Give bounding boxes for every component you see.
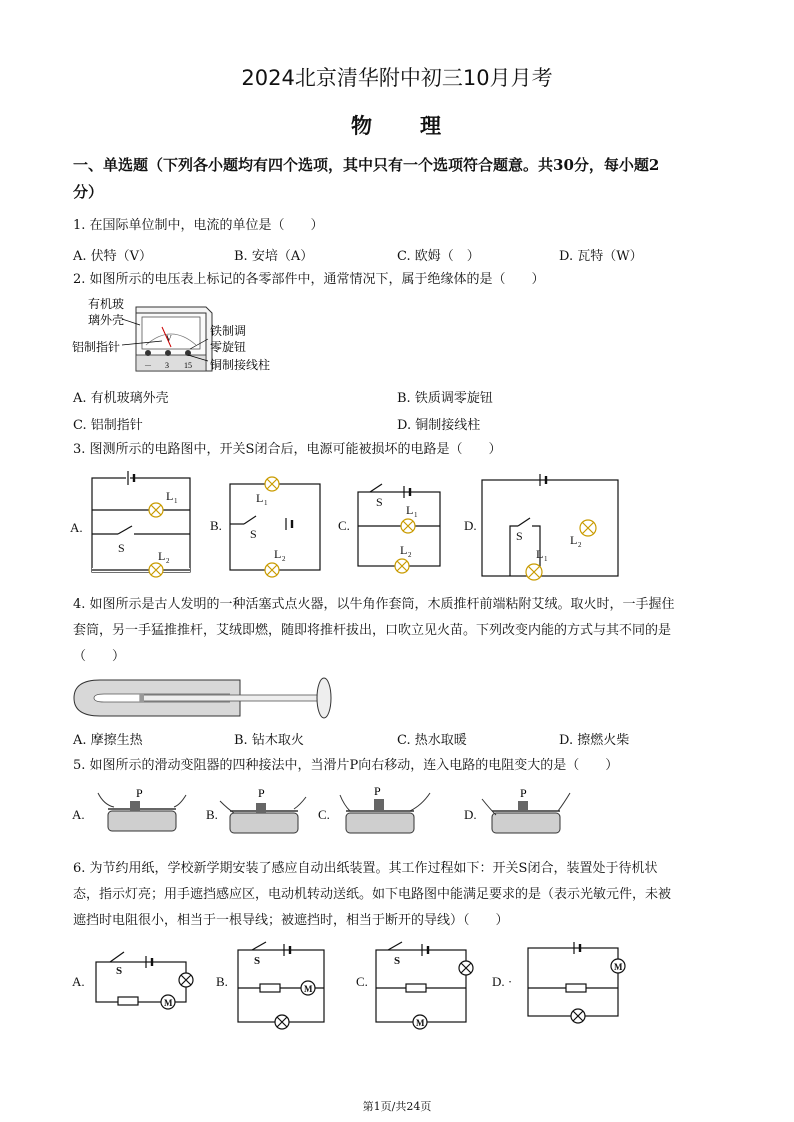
- voltmeter-figure: [70, 293, 290, 375]
- q5c-slider: P: [374, 785, 381, 798]
- q6-label-d: D. ·: [492, 974, 513, 989]
- q3d-lamp2: L: [570, 533, 578, 547]
- q3a-lamp1-sub: 1: [174, 497, 178, 505]
- q4-line2: 套筒，另一手猛推推杆，艾绒即燃，随即将推杆拔出，口吹立见火苗。下列改变内能的方式与其不同的是: [73, 623, 672, 638]
- q6-circuit-c: [376, 942, 473, 1029]
- question-3-stem: 3. 图测所示的电路图中，开关S闭合后，电源可能被损坏的电路是（ ）: [73, 442, 502, 457]
- q3a-lamp2-sub: 2: [166, 557, 170, 565]
- label-shell-1: 有机玻: [88, 297, 125, 311]
- q3a-switch: S: [118, 541, 125, 555]
- q3b-lamp2: L: [274, 547, 282, 561]
- q3-label-d: D.: [464, 518, 477, 533]
- q4-line3: （ ）: [73, 649, 126, 664]
- q2-option-a: A. 有机玻璃外壳: [73, 391, 169, 406]
- q1-option-b: B. 安培（A）: [234, 249, 314, 264]
- q5d-slider: P: [520, 786, 527, 800]
- q3a-lamp2: L: [158, 549, 166, 563]
- q6-label-a: A.: [72, 974, 85, 989]
- label-shell-2: 璃外壳: [88, 313, 125, 327]
- subject-title: 物 理: [351, 113, 443, 138]
- q6-line3: 遮挡时电阻很小，相当于一根导线；被遮挡时，相当于断开的导线）（ ）: [73, 913, 509, 928]
- q3d-switch: S: [516, 529, 523, 543]
- rheostat-c: [340, 785, 430, 833]
- question-4-stem: [73, 592, 723, 670]
- q3d-lamp2-sub: 2: [578, 541, 582, 549]
- q3c-switch: S: [376, 495, 383, 509]
- terminal-minus: －: [144, 361, 152, 370]
- question-1-stem: 1. 在国际单位制中，电流的单位是（ ）: [73, 218, 324, 233]
- q3a-lamp1: L: [166, 489, 174, 503]
- meter-unit: V: [166, 334, 172, 343]
- q6-circuits: [70, 940, 630, 1032]
- q6-line2: 态，指示灯亮；用手遮挡感应区，电动机转动送纸。如下电路图中能满足要求的是（表示光敏元件，未被: [73, 887, 672, 902]
- circuit-b: [230, 477, 320, 577]
- label-pointer: 铝制指针: [72, 340, 121, 354]
- q2-option-c: C. 铝制指针: [73, 418, 143, 433]
- q2-option-d: D. 铜制接线柱: [397, 418, 481, 433]
- q5-label-d: D.: [464, 807, 477, 822]
- q3-label-b: B.: [210, 518, 222, 533]
- q5-rheostats: [70, 785, 590, 845]
- q6a-switch: S: [116, 965, 123, 977]
- q3b-lamp2-sub: 2: [282, 555, 286, 563]
- q3c-lamp1: L: [406, 503, 414, 517]
- rheostat-d: [482, 786, 570, 833]
- section-heading-line1: 一、单选题（下列各小题均有四个选项，其中只有一个选项符合题意。共30分，每小题2: [73, 156, 660, 174]
- q3c-lamp1-sub: 1: [414, 511, 418, 519]
- q4-option-d: D. 擦燃火柴: [559, 733, 630, 748]
- q1-option-a: A. 伏特（V）: [73, 249, 153, 264]
- terminal-15: 15: [184, 361, 192, 370]
- q3c-lamp2-sub: 2: [408, 551, 412, 559]
- q5-label-b: B.: [206, 807, 218, 822]
- q6b-switch: S: [254, 955, 261, 967]
- label-knob-1: 铁制调: [210, 324, 247, 338]
- question-2-stem: 2. 如图所示的电压表上标记的各零部件中，通常情况下，属于绝缘体的是（ ）: [73, 272, 545, 287]
- q4-option-b: B. 钻木取火: [234, 733, 304, 748]
- q6a-motor: M: [164, 998, 173, 1008]
- q1-option-d: D. 瓦特（W）: [559, 249, 643, 264]
- q3c-lamp2: L: [400, 543, 408, 557]
- q3b-lamp1-sub: 1: [264, 499, 268, 507]
- q6-label-c: C.: [356, 974, 368, 989]
- label-knob-2: 零旋钮: [210, 340, 247, 354]
- page-number: 第1页/共24页: [362, 1100, 432, 1113]
- q5-label-a: A.: [72, 807, 85, 822]
- q6b-motor: M: [304, 984, 313, 994]
- q6d-motor: M: [614, 962, 623, 972]
- q3d-lamp1-sub: 1: [544, 555, 548, 563]
- label-terminal: 铜制接线柱: [210, 358, 271, 372]
- exam-title: 2024北京清华附中初三10月月考: [241, 66, 553, 90]
- q1-option-c: C. 欧姆（ ）: [397, 249, 480, 264]
- section-heading-line2: 分）: [73, 183, 104, 201]
- q6c-switch: S: [394, 955, 401, 967]
- q2-option-b: B. 铁质调零旋钮: [397, 391, 493, 406]
- q3b-switch: S: [250, 527, 257, 541]
- q4-option-a: A. 摩擦生热: [73, 733, 143, 748]
- q5-label-c: C.: [318, 807, 330, 822]
- rheostat-a: [98, 786, 186, 831]
- meter-dial: [142, 317, 200, 349]
- q4-option-c: C. 热水取暖: [397, 733, 467, 748]
- section-heading: [73, 152, 723, 206]
- fire-piston-figure: [70, 672, 340, 724]
- q5b-slider: P: [258, 786, 265, 800]
- q3d-lamp1: L: [536, 547, 544, 561]
- question-6-stem: [73, 856, 723, 934]
- q6-line1: 6. 为节约用纸，学校新学期安装了感应自动出纸装置。其工作过程如下：开关S闭合，装置处于待机状: [73, 861, 658, 876]
- rheostat-b: [220, 786, 306, 833]
- q3-label-a: A.: [70, 520, 83, 535]
- circuit-a: [92, 471, 190, 577]
- circuit-d: [482, 474, 618, 580]
- q6-label-b: B.: [216, 974, 228, 989]
- q4-line1: 4. 如图所示是古人发明的一种活塞式点火器，以牛角作套筒，木质推杆前端粘附艾绒。取火时，一手握住: [73, 597, 675, 612]
- circuit-c: [358, 484, 440, 573]
- q6c-motor: M: [416, 1018, 425, 1028]
- q6-circuit-d: [528, 942, 625, 1023]
- question-5-stem: 5. 如图所示的滑动变阻器的四种接法中，当滑片P向右移动，连入电路的电阻变大的是（ ）: [73, 758, 619, 773]
- q3b-lamp1: L: [256, 491, 264, 505]
- terminal-3: 3: [165, 361, 169, 370]
- q5a-slider: P: [136, 786, 143, 800]
- q6-circuit-a: [96, 952, 193, 1009]
- q3-circuits: [70, 466, 630, 582]
- q3-label-c: C.: [338, 518, 350, 533]
